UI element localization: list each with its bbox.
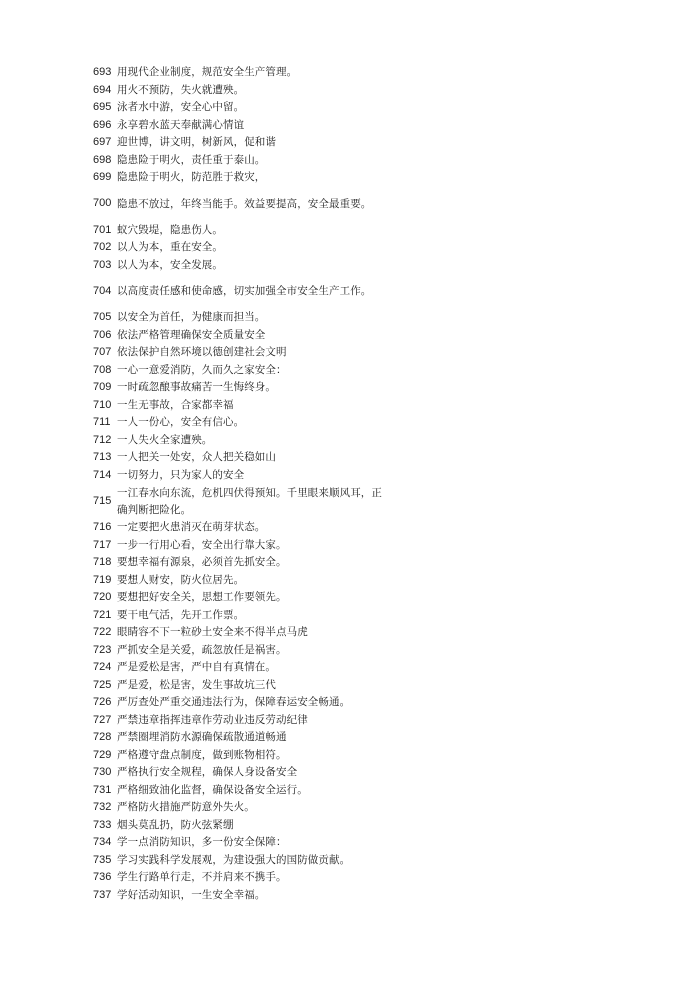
- item-number: 734: [93, 836, 112, 848]
- item-number: 722: [93, 626, 112, 638]
- item-number: 719: [93, 573, 112, 586]
- list-item: [93, 449, 383, 467]
- list-item: [93, 379, 383, 397]
- list-item: [93, 869, 383, 887]
- item-number: 730: [93, 766, 112, 778]
- item-text: 蚁穴毁堤，隐患伤人。: [117, 223, 223, 236]
- item-number: 709: [93, 381, 112, 393]
- list-item: [93, 834, 383, 852]
- item-text: 一江春水向东流，危机四伏得预知。千里眼来顺风耳，正确判断把险化。: [117, 486, 382, 516]
- item-text: 一时疏忽酿事故痛苦一生悔终身。: [117, 381, 276, 393]
- item-number: 724: [93, 661, 112, 673]
- list-item: [93, 309, 383, 327]
- item-number: 702: [93, 241, 112, 253]
- item-text: 以安全为首任，为健康而担当。: [117, 311, 266, 323]
- item-text: 严禁圈埋消防水源确保疏散通道畅通: [117, 731, 287, 743]
- item-number: 711: [93, 416, 111, 428]
- list-item: [93, 712, 383, 730]
- item-text: 严是爱松是害，严中自有真情在。: [117, 661, 276, 673]
- list-item: [93, 799, 383, 817]
- item-text: 以高度责任感和使命感，切实加强全市安全生产工作。: [117, 285, 372, 297]
- list-item: [93, 729, 383, 747]
- item-text: 泳者水中游，安全心中留。: [117, 101, 245, 113]
- item-number: 735: [93, 853, 112, 866]
- list-item: [93, 327, 383, 345]
- item-number: 716: [93, 521, 112, 533]
- item-number: 704: [93, 284, 112, 297]
- list-item: [93, 169, 383, 187]
- list-item: [93, 187, 383, 222]
- list-item: [93, 607, 383, 625]
- item-number: 694: [93, 83, 112, 96]
- item-text: 一生无事故，合家都幸福: [117, 398, 234, 411]
- item-text: 一心一意爱消防，久而久之家安全：: [117, 363, 287, 376]
- item-number: 731: [93, 783, 112, 796]
- item-number: 695: [93, 101, 112, 113]
- list-item: [93, 572, 383, 590]
- list-item: [93, 624, 383, 642]
- list-item: [93, 537, 383, 555]
- list-item: [93, 642, 383, 660]
- list-item: [93, 554, 383, 572]
- item-number: 693: [93, 66, 112, 78]
- item-text: 严是爱，松是害，发生事故坑三代: [117, 678, 276, 691]
- item-number: 736: [93, 871, 112, 883]
- list-item: [93, 747, 383, 765]
- list-item: [93, 677, 383, 695]
- list-item: [93, 432, 383, 450]
- item-number: 698: [93, 153, 112, 166]
- item-number: 712: [93, 433, 112, 446]
- item-number: 718: [93, 556, 112, 568]
- item-text: 以人为本，安全发展。: [117, 258, 223, 271]
- item-text: 依法保护自然环境以德创建社会文明: [117, 346, 287, 358]
- slogan-list: [93, 64, 383, 904]
- item-number: 700: [93, 197, 112, 210]
- item-text: 一切努力，只为家人的安全: [117, 468, 245, 481]
- item-text: 学生行路单行走，不并肩来不携手。: [117, 871, 287, 883]
- list-item: [93, 817, 383, 835]
- list-item: [93, 152, 383, 170]
- item-text: 用现代企业制度，规范安全生产管理。: [117, 66, 298, 78]
- list-item: [93, 257, 383, 275]
- item-number: 708: [93, 363, 112, 376]
- list-item: [93, 519, 383, 537]
- item-text: 一人一份心，安全有信心。: [117, 416, 245, 428]
- list-item: [93, 274, 383, 309]
- item-number: 732: [93, 801, 112, 813]
- item-text: 要干电气活，先开工作票。: [117, 608, 245, 621]
- item-number: 737: [93, 888, 112, 901]
- item-text: 一步一行用心看，安全出行靠大家。: [117, 538, 287, 551]
- item-number: 720: [93, 591, 112, 603]
- item-number: 729: [93, 748, 112, 761]
- item-text: 要想幸福有源泉，必须首先抓安全。: [117, 556, 287, 568]
- list-item: [93, 64, 383, 82]
- slogan-list-body: [93, 64, 383, 904]
- item-number: 721: [93, 608, 112, 621]
- item-text: 隐患不放过，年终当能手。效益要提高，安全最重要。: [117, 197, 372, 210]
- list-item: [93, 239, 383, 257]
- list-item: [93, 99, 383, 117]
- item-text: 隐患险于明火，防范胜于救灾，: [117, 171, 266, 183]
- list-item: [93, 659, 383, 677]
- item-text: 依法严格管理确保安全质量安全: [117, 328, 266, 341]
- item-number: 696: [93, 118, 112, 131]
- item-text: 永享碧水蓝天奉献满心情谊: [117, 118, 245, 131]
- item-text: 严抓安全是关爱，疏忽放任是祸害。: [117, 643, 287, 656]
- list-item: [93, 589, 383, 607]
- item-number: 715: [93, 494, 112, 507]
- item-text: 严禁违章指挥违章作劳动业违反劳动纪律: [117, 713, 308, 726]
- item-text: 严格遵守盘点制度，做到账物相符。: [117, 748, 287, 761]
- item-text: 严厉查处严重交通违法行为，保障春运安全畅通。: [117, 696, 351, 708]
- list-item: [93, 694, 383, 712]
- item-text: 一定要把火患消灭在萌芽状态。: [117, 521, 266, 533]
- item-text: 一人把关一处安，众人把关稳如山: [117, 451, 276, 463]
- item-text: 要想把好安全关，思想工作要领先。: [117, 591, 287, 603]
- item-number: 703: [93, 258, 112, 271]
- item-number: 699: [93, 171, 112, 183]
- item-number: 705: [93, 311, 112, 323]
- list-item: [93, 484, 383, 519]
- list-item: [93, 117, 383, 135]
- item-text: 要想人财安，防火位居先。: [117, 573, 245, 586]
- item-text: 用火不预防，失火就遭殃。: [117, 83, 245, 96]
- item-text: 隐患险于明火，责任重于泰山。: [117, 153, 266, 166]
- item-number: 728: [93, 731, 112, 743]
- item-number: 717: [93, 538, 112, 551]
- item-number: 697: [93, 136, 112, 148]
- item-number: 713: [93, 451, 112, 463]
- item-text: 学好活动知识，一生安全幸福。: [117, 888, 266, 901]
- item-text: 迎世博，讲文明，树新风，促和谐: [117, 136, 276, 148]
- item-number: 710: [93, 398, 112, 411]
- item-text: 烟头莫乱扔，防火弦紧绷: [117, 818, 234, 831]
- item-number: 707: [93, 346, 112, 358]
- list-item: [93, 134, 383, 152]
- list-item: [93, 362, 383, 380]
- item-text: 学习实践科学发展观，为建设强大的国防做贡献。: [117, 853, 351, 866]
- item-text: 一人失火全家遭殃。: [117, 433, 213, 446]
- list-item: [93, 852, 383, 870]
- list-item: [93, 414, 383, 432]
- list-item: [93, 222, 383, 240]
- list-item: [93, 344, 383, 362]
- list-item: [93, 887, 383, 905]
- list-item: [93, 782, 383, 800]
- list-item: [93, 467, 383, 485]
- list-item: [93, 397, 383, 415]
- item-text: 严格防火措施严防意外失火。: [117, 801, 255, 813]
- item-number: 726: [93, 696, 112, 708]
- item-text: 严格细致油化监督，确保设备安全运行。: [117, 783, 308, 796]
- item-number: 725: [93, 678, 112, 691]
- item-text: 学一点消防知识，多一份安全保障：: [117, 836, 287, 848]
- item-text: 严格执行安全规程，确保人身设备安全: [117, 766, 298, 778]
- item-number: 723: [93, 643, 112, 656]
- item-number: 701: [93, 223, 112, 236]
- item-number: 714: [93, 468, 112, 481]
- item-text: 以人为本，重在安全。: [117, 241, 223, 253]
- item-text: 眼睛容不下一粒砂土安全来不得半点马虎: [117, 626, 308, 638]
- item-number: 706: [93, 328, 112, 341]
- list-item: [93, 82, 383, 100]
- item-number: 733: [93, 818, 112, 831]
- item-number: 727: [93, 713, 112, 726]
- list-item: [93, 764, 383, 782]
